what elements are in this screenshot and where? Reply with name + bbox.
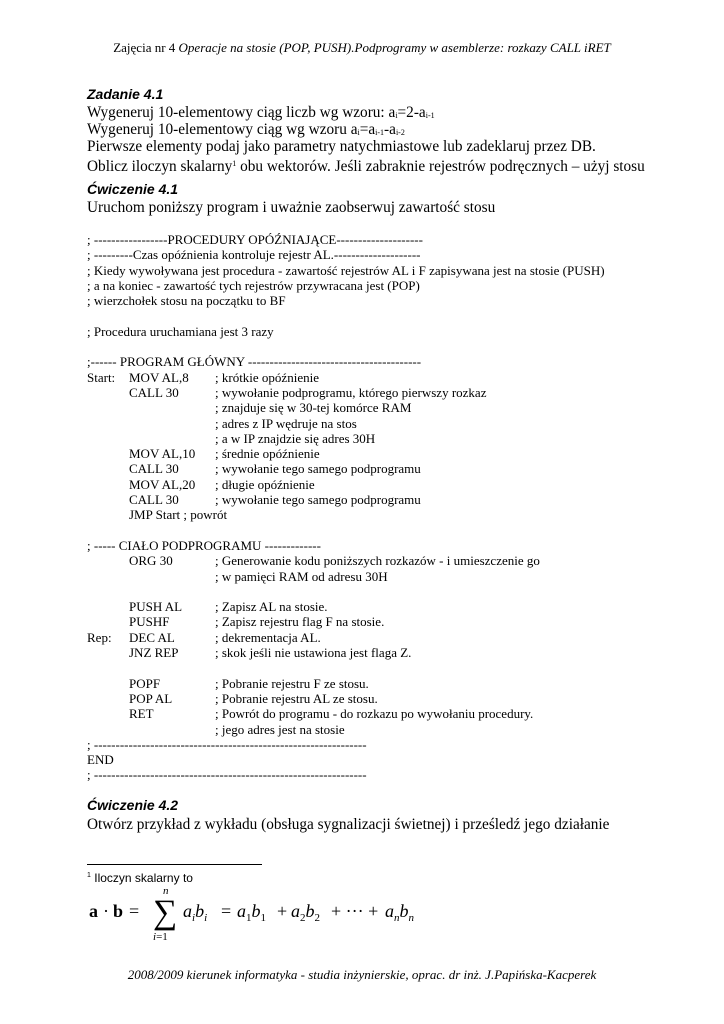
code-line	[87, 293, 687, 308]
code-comment-line: ; ---------Czas opóźnienia kontroluje rejestr AL.--------------------	[87, 247, 421, 263]
svg-text:+: +	[277, 901, 288, 921]
code-comment-line: ; ---------------------------------------------------------------	[87, 767, 367, 783]
code-comment: ; w pamięci RAM od adresu 30H	[215, 568, 388, 584]
footnote	[87, 871, 193, 885]
code-comment: ; wywołanie tego samego podprogramu	[215, 461, 421, 477]
code-instruction: CALL 30	[129, 461, 179, 477]
code-comment: ; Zapisz rejestru flag F na stosie.	[215, 614, 385, 630]
code-comment: ; Pobranie rejestru F ze stosu.	[215, 675, 369, 691]
code-instruction: PUSH AL	[129, 599, 183, 615]
svg-text:b: b	[113, 901, 124, 921]
svg-text:·: ·	[103, 901, 109, 921]
svg-text:∑: ∑	[153, 894, 178, 931]
code-blank-line	[87, 584, 687, 599]
svg-text:a: a	[89, 901, 98, 921]
code-line	[87, 416, 687, 431]
exercise-4-1-heading: Ćwiczenie 4.1	[87, 181, 179, 197]
code-instruction: ORG 30	[129, 553, 173, 569]
svg-text:a2b2: $a_2b_2$	[291, 901, 320, 924]
code-instruction: JNZ REP	[129, 645, 179, 661]
footnote-ref[interactable]: 1	[232, 159, 237, 168]
code-comment: ; jego adres jest na stosie	[215, 721, 345, 737]
page-header	[0, 40, 724, 56]
code-comment: ; Zapisz AL na stosie.	[215, 599, 328, 615]
code-line	[87, 737, 687, 752]
task-4-1-heading: Zadanie 4.1	[87, 86, 164, 102]
code-blank-line	[87, 523, 687, 538]
code-instruction: DEC AL	[129, 629, 175, 645]
code-label: Start:	[87, 369, 116, 385]
code-comment: ; krótkie opóźnienie	[215, 369, 319, 385]
task-4-1-line-3: Pierwsze elementy podaj jako parametry natychmiastowe lub zadeklaruj przez DB.	[87, 138, 596, 155]
task-4-1-line-4: Oblicz iloczyn skalarny$^1$ obu wektorów. Jeśli zabraknie rejestrów podręcznych – użyj stosu	[87, 158, 645, 175]
code-comment: ; znajduje się w 30-tej komórce RAM	[215, 400, 412, 416]
code-comment-line: ;------ PROGRAM GŁÓWNY ----------------------------------------	[87, 354, 422, 370]
code-comment: ; Generowanie kodu poniższych rozkazów - i umieszczenie go	[215, 553, 540, 569]
code-blank-line	[87, 339, 687, 354]
code-comment: ; średnie opóźnienie	[215, 446, 320, 462]
svg-text:n: n	[163, 885, 169, 897]
svg-text:=: =	[221, 901, 232, 921]
exercise-4-2-text: Otwórz przykład z wykładu (obsługa sygnalizacji świetnej) i prześledź jego działanie	[87, 816, 610, 833]
code-line	[87, 446, 687, 461]
code-line	[87, 278, 687, 293]
code-line	[87, 538, 687, 553]
svg-text:i=1: i=1	[153, 931, 168, 943]
code-instruction: CALL 30	[129, 384, 179, 400]
code-comment: ; Powrót do programu - do rozkazu po wywołaniu procedury.	[215, 706, 534, 722]
code-instruction: RET	[129, 706, 154, 722]
code-line	[87, 630, 687, 645]
code-line	[87, 599, 687, 614]
code-comment: ; długie opóźnienie	[215, 476, 315, 492]
code-line	[87, 354, 687, 369]
code-comment-line: END	[87, 752, 114, 768]
code-comment: ; dekrementacja AL.	[215, 629, 321, 645]
code-comment-line: ; Kiedy wywoływana jest procedura - zawartość rejestrów AL i F zapisywana jest na stosie (PUSH)	[87, 262, 605, 278]
code-instruction: CALL 30	[129, 492, 179, 508]
svg-text:+ ··· +: + ··· +	[331, 901, 379, 921]
code-comment: ; Pobranie rejestru AL ze stosu.	[215, 690, 378, 706]
footnote-text: Iloczyn skalarny to	[90, 871, 193, 885]
code-comment-line: ; ---------------------------------------------------------------	[87, 736, 367, 752]
code-comment-line: ; -----------------PROCEDURY OPÓŹNIAJĄCE--------------------	[87, 232, 423, 247]
code-comment: ; wywołanie podprogramu, którego pierwszy rozkaz	[215, 384, 487, 400]
header-title: Operacje na stosie (POP, PUSH).Podprogramy w asemblerze: rozkazy CALL iRET	[178, 40, 611, 55]
code-line	[87, 767, 687, 782]
code-instruction: PUSHF	[129, 614, 170, 630]
code-line	[87, 324, 687, 339]
code-line	[87, 431, 687, 446]
code-line	[87, 645, 687, 660]
code-comment-line: ; Procedura uruchamiana jest 3 razy	[87, 323, 274, 339]
exercise-4-1-text: Uruchom poniższy program i uważnie zaobserwuj zawartość stosu	[87, 199, 496, 216]
svg-text:anbn: $a_nb_n$	[385, 901, 414, 924]
code-line	[87, 263, 687, 278]
code-line	[87, 691, 687, 706]
code-line	[87, 477, 687, 492]
code-comment: ; wywołanie tego samego podprogramu	[215, 492, 421, 508]
code-comment-line: ; wierzchołek stosu na początku to BF	[87, 293, 286, 309]
code-comment: ; a w IP znajdzie się adres 30H	[215, 430, 376, 446]
code-line	[87, 706, 687, 721]
code-instruction: POPF	[129, 675, 161, 691]
svg-text:aibi: $a_ib_i$	[183, 901, 208, 924]
code-line	[87, 370, 687, 385]
code-line	[87, 461, 687, 476]
code-comment: ; adres z IP wędruje na stos	[215, 415, 357, 431]
code-comment-line: ; a na koniec - zawartość tych rejestrów przywracana jest (POP)	[87, 277, 420, 293]
code-comment-line: ; ----- CIAŁO PODPROGRAMU -------------	[87, 537, 321, 553]
svg-text:a1b1: $a_1b_1$	[237, 901, 266, 924]
code-line	[87, 232, 687, 247]
code-line	[87, 400, 687, 415]
code-blank-line	[87, 308, 687, 323]
code-line	[87, 247, 687, 262]
page-footer: 2008/2009 kierunek informatyka - studia inżynierskie, oprac. dr inż. J.Papińska-Kacperek	[127, 967, 597, 982]
code-line	[87, 614, 687, 629]
svg-text:=: =	[129, 901, 140, 921]
code-instruction: JMP Start ; powrót	[129, 507, 228, 523]
dot-product-formula	[87, 884, 427, 944]
task-4-1-line-1: Wygeneruj 10-elementowy ciąg liczb wg wzoru: $a_i=2-a_{i-1}$	[87, 104, 435, 121]
code-instruction: MOV AL,20	[129, 476, 196, 492]
code-line	[87, 676, 687, 691]
code-line	[87, 569, 687, 584]
code-line	[87, 385, 687, 400]
code-comment: ; skok jeśli nie ustawiona jest flaga Z.	[215, 645, 412, 661]
code-line	[87, 553, 687, 568]
header-lesson: Zajęcia nr 4	[113, 40, 176, 55]
code-line	[87, 752, 687, 767]
task-4-1-line-2: Wygeneruj 10-elementowy ciąg wg wzoru $a_i=a_{i-1}-a_{i-2}$	[87, 121, 405, 138]
footnote-divider	[87, 864, 262, 865]
code-line	[87, 492, 687, 507]
assembly-code-listing	[87, 232, 687, 783]
exercise-4-2-heading: Ćwiczenie 4.2	[87, 797, 179, 813]
code-instruction: MOV AL,10	[129, 446, 196, 462]
code-label: Rep:	[87, 629, 112, 645]
code-line	[87, 507, 687, 522]
code-line	[87, 722, 687, 737]
footnote-mark: 1	[87, 872, 91, 879]
code-blank-line	[87, 660, 687, 675]
code-instruction: MOV AL,8	[129, 369, 189, 385]
code-instruction: POP AL	[129, 690, 173, 706]
